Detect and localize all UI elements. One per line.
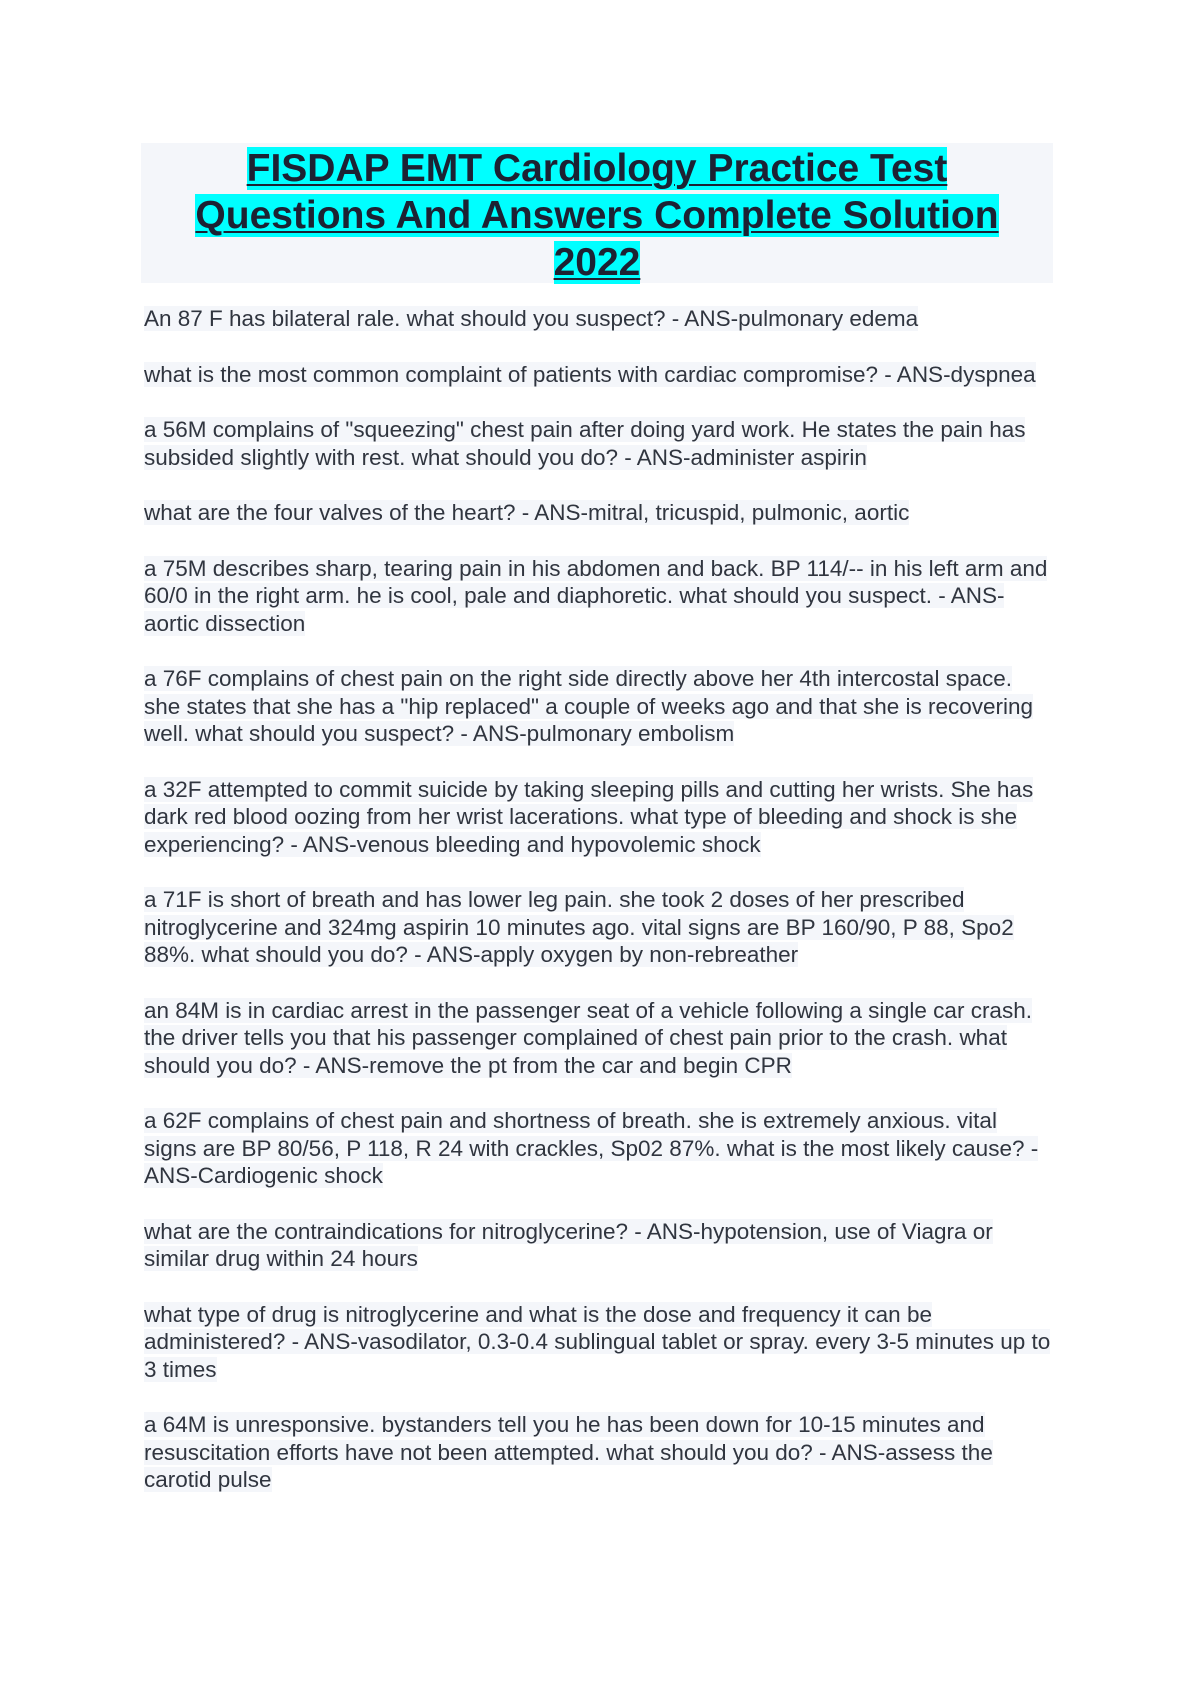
qa-text: a 56M complains of "squeezing" chest pain after doing yard work. He states the pain has subsided slightly with rest. what should you do? - ANS-administer aspirin (144, 417, 1026, 470)
qa-item (144, 1218, 1054, 1273)
qa-text: what are the contraindications for nitroglycerine? - ANS-hypotension, use of Viagra or similar drug within 24 hours (144, 1218, 993, 1271)
qa-item (144, 305, 1054, 333)
qa-item (144, 997, 1054, 1080)
qa-text: a 32F attempted to commit suicide by taking sleeping pills and cutting her wrists. She has dark red blood oozing from her wrist lacerations. what type of bleeding and shock is she experiencing? - ANS-venous bleeding and hypovolemic shock (144, 776, 1034, 857)
qa-item (144, 555, 1054, 638)
qa-item (144, 776, 1054, 859)
qa-item (144, 1301, 1054, 1384)
qa-list (144, 305, 1054, 1522)
qa-item (144, 1411, 1054, 1494)
qa-text: a 75M describes sharp, tearing pain in his abdomen and back. BP 114/-- in his left arm and 60/0 in the right arm. he is cool, pale and diaphoretic. what should you suspect. - ANS-aortic dissection (144, 555, 1048, 636)
qa-item (144, 886, 1054, 969)
qa-text: a 76F complains of chest pain on the right side directly above her 4th intercostal space. she states that she has a "hip replaced" a couple of weeks ago and that she is recovering well. what should you suspect? - ANS-pulmonary embolism (144, 666, 1034, 746)
document-title: FISDAP EMT Cardiology Practice Test Questions And Answers Complete Solution 2022 (195, 147, 999, 284)
qa-text: a 71F is short of breath and has lower leg pain. she took 2 doses of her prescribed nitroglycerine and 324mg aspirin 10 minutes ago. vital signs are BP 160/90, P 88, Spo2 88%. what should you do? - ANS-apply oxygen by non-rebreather (144, 887, 1014, 967)
qa-text: a 64M is unresponsive. bystanders tell you he has been down for 10-15 minutes and resuscitation efforts have not been attempted. what should you do? - ANS-assess the carotid pulse (144, 1412, 993, 1492)
title-banner (141, 143, 1053, 283)
qa-text: what are the four valves of the heart? - ANS-mitral, tricuspid, pulmonic, aortic (144, 500, 910, 525)
qa-text: what type of drug is nitroglycerine and what is the dose and frequency it can be administered? - ANS-vasodilator, 0.3-0.4 sublingual tablet or spray. every 3-5 minutes up to 3 times (144, 1301, 1051, 1382)
qa-item (144, 665, 1054, 748)
qa-text: what is the most common complaint of patients with cardiac compromise? - ANS-dyspnea (144, 361, 1036, 387)
qa-text: an 84M is in cardiac arrest in the passenger seat of a vehicle following a single car crash. the driver tells you that his passenger complained of chest pain prior to the crash. what should you do? - ANS-remove the pt from the car and begin CPR (144, 997, 1032, 1078)
qa-text: a 62F complains of chest pain and shortness of breath. she is extremely anxious. vital signs are BP 80/56, P 118, R 24 with crackles, Sp02 87%. what is the most likely cause? - ANS-Cardiogenic shock (144, 1108, 1039, 1188)
qa-item (144, 1107, 1054, 1190)
qa-item (144, 499, 1054, 527)
qa-text: An 87 F has bilateral rale. what should you suspect? - ANS-pulmonary edema (144, 306, 919, 331)
qa-item (144, 416, 1054, 471)
qa-item (144, 361, 1054, 389)
